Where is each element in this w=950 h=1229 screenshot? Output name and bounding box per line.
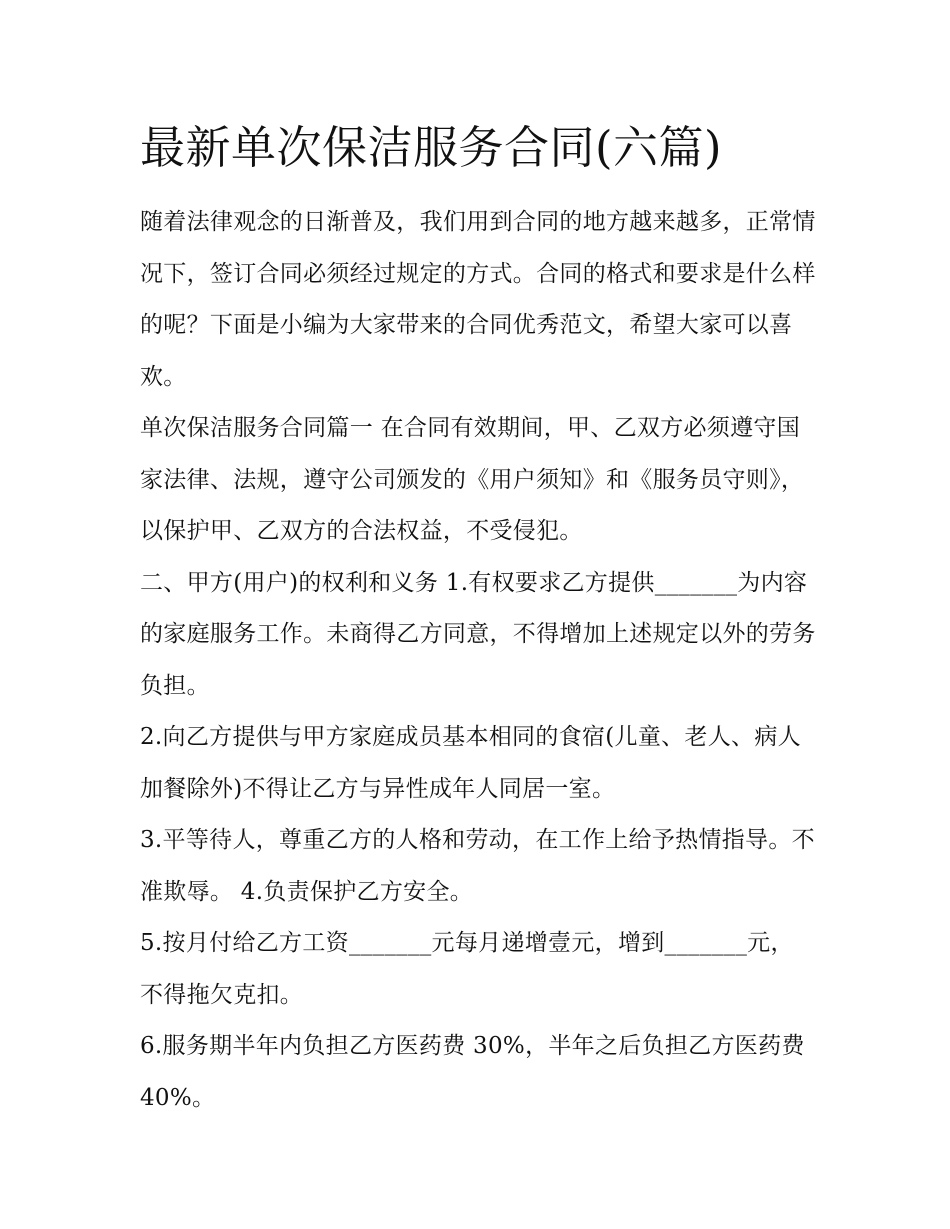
paragraph-item-3-4: 3.平等待人，尊重乙方的人格和劳动，在工作上给予热情指导。不准欺辱。 4.负责保护乙方安全。 [140,827,815,905]
paragraph-item-2: 2.向乙方提供与甲方家庭成员基本相同的食宿(儿童、老人、病人加餐除外)不得让乙方与异性成年人同居一室。 [140,724,801,802]
document-title: 最新单次保洁服务合同(六篇) [140,121,723,174]
paragraph-intro: 随着法律观念的日渐普及，我们用到合同的地方越来越多，正常情况下，签订合同必须经过规定的方式。合同的格式和要求是什么样的呢？下面是小编为大家带来的合同优秀范文，希望大家可以喜欢。 [140,209,816,390]
paragraph-party-a-rights: 二、甲方(用户)的权利和义务 1.有权要求乙方提供_______为内容的家庭服务工作。未商得乙方同意，不得增加上述规定以外的劳务负担。 [140,569,816,699]
paragraph-item-6: 6.服务期半年内负担乙方医药费 30%，半年之后负担乙方医药费 40%。 [140,1033,805,1111]
document-body [140,197,816,1124]
paragraph-contract-one: 单次保洁服务合同篇一 在合同有效期间，甲、乙双方必须遵守国家法律、法规，遵守公司颁发的《用户须知》和《服务员守则》，以保护甲、乙双方的合法权益，不受侵犯。 [140,415,805,544]
paragraph-item-5: 5.按月付给乙方工资_______元每月递增壹元，增到_______元，不得拖欠克扣。 [140,930,794,1008]
